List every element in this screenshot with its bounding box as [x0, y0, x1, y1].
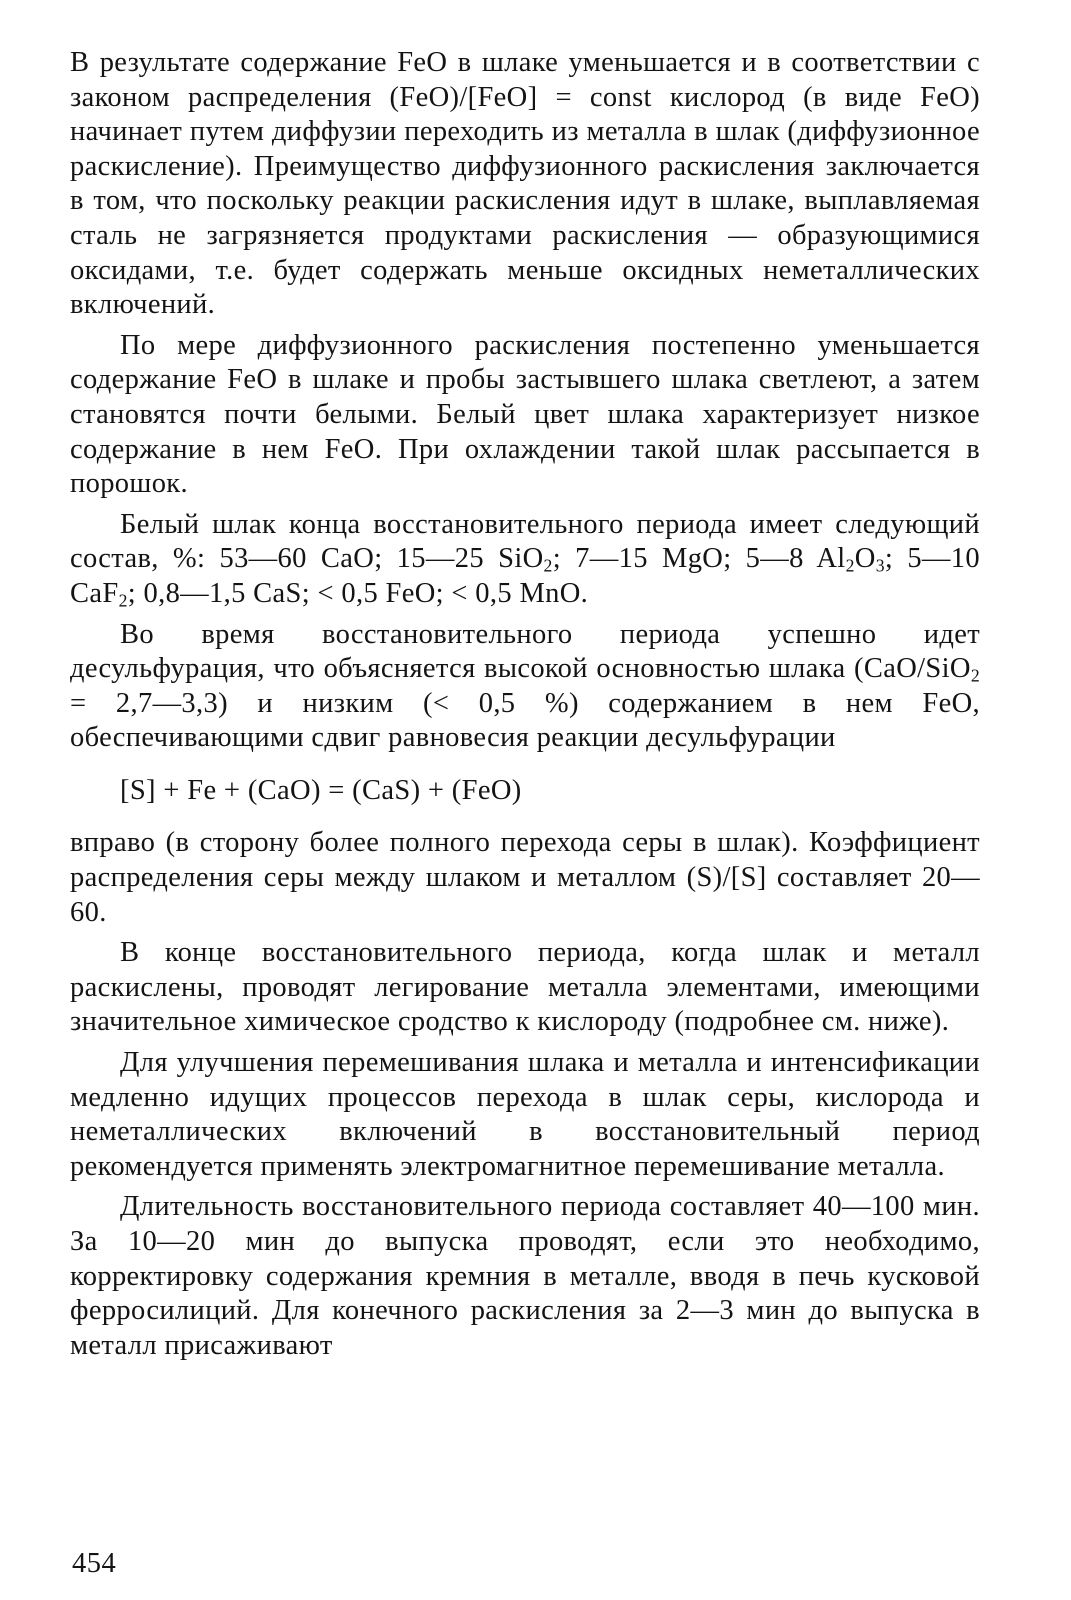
paragraph-3-slag-composition [70, 508, 980, 612]
text-run: ; 7—15 MgO; 5—8 Al [552, 543, 846, 575]
text-run: = 2,7—3,3) и низким (< 0,5 %) содержанием в нем FeO, обеспечивающими сдвиг равновесия реакции десульфурации [70, 687, 980, 754]
page-number: 454 [72, 1548, 117, 1579]
text-run: ; 0,8—1,5 CaS; < 0,5 FeO; < 0,5 MnO. [127, 577, 589, 609]
subscript: 3 [875, 555, 885, 576]
paragraph-6: В конце восстановительного периода, когда шлак и металл раскислены, проводят легирование металла элементами, имеющими значительное химическое сродство к кислороду (подробнее см. ниже). [70, 937, 980, 1038]
text-run: O [854, 543, 876, 575]
reaction-formula: [S] + Fe + (CaO) = (CaS) + (FeO) [120, 774, 522, 806]
paragraph-2: По мере диффузионного раскисления постепенно уменьшается содержание FeO в шлаке и пробы застывшего шлака светлеют, а затем становятся почти белыми. Белый цвет шлака характеризует низкое содержание в нем FeO. При охлаждении такой шлак рассыпается в порошок. [70, 329, 980, 500]
text-run: ; 5—10 CaF [70, 543, 980, 609]
text-run: Во время восстановительного периода успешно идет десульфурация, что объясняется высокой основностью шлака (CaO/SiO [70, 618, 980, 685]
paragraph-7: Для улучшения перемешивания шлака и металла и интенсификации медленно идущих процессов перехода в шлак серы, кислорода и неметаллических включений в восстановительный период рекомендуется применять электромагнитное перемешивание металла. [70, 1047, 980, 1182]
paragraph-8: Длительность восстановительного периода составляет 40—100 мин. За 10—20 мин до выпуска проводят, если это необходимо, корректировку содержания кремния в металле, вводя в печь кусковой ферросилиций. Для конечного раскисления за 2—3 мин до выпуска в металл присаживают [70, 1191, 980, 1361]
subscript: 2 [118, 590, 128, 611]
page-text [70, 46, 980, 1369]
paragraph-4-desulfurization [70, 618, 980, 756]
paragraph-1: В результате содержание FeO в шлаке уменьшается и в соответствии с законом распределения (FeO)/[FeO] = const кислород (в виде FeO) начинает путем диффузии переходить из металла в шлак (диффузионное раскисление). Преимущество диффузионного раскисления заключается в том, что поскольку реакции раскисления идут в шлаке, выплавляемая сталь не загрязняется продуктами раскисления — образующимися оксидами, т.е. будет содержать меньше оксидных неметаллических включений. [70, 47, 980, 321]
subscript: 2 [970, 665, 980, 686]
subscript: 2 [543, 555, 553, 576]
subscript: 2 [845, 555, 855, 576]
paragraph-5: вправо (в сторону более полного перехода серы в шлак). Коэффициент распределения серы между шлаком и металлом (S)/[S] составляет 20—60. [70, 827, 980, 928]
text-run: Белый шлак конца восстановительного периода имеет следующий состав, %: 53—60 CaO; 15—25 SiO [70, 508, 980, 575]
